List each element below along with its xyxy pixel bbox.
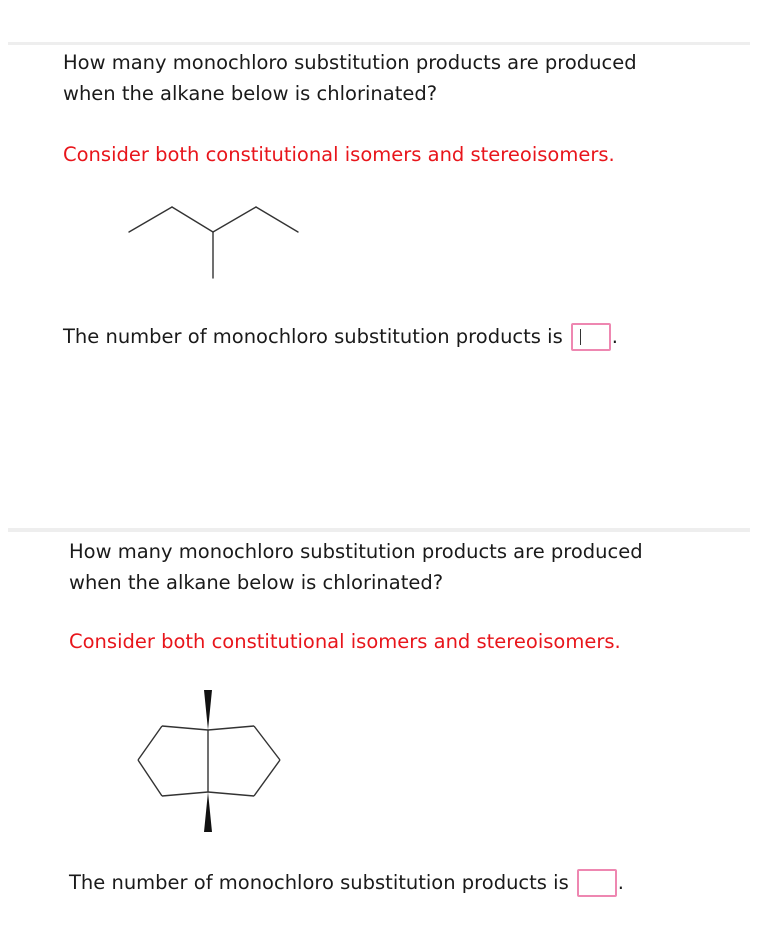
- bond: [162, 726, 208, 730]
- section-divider-top: [8, 42, 750, 45]
- question-2-answer-label: The number of monochloro substitution products is: [69, 871, 569, 894]
- bond: [172, 207, 213, 232]
- question-1-answer-label: The number of monochloro substitution products is: [63, 325, 563, 348]
- question-2-answer-input[interactable]: [577, 869, 617, 897]
- bond: [138, 726, 162, 760]
- bond: [208, 726, 254, 730]
- bond: [208, 792, 254, 796]
- bond: [254, 760, 280, 796]
- text-caret: [580, 329, 582, 345]
- wedge-bond-bottom: [204, 792, 212, 832]
- section-divider-middle: [8, 528, 750, 532]
- question-1-prompt-line1: How many monochloro substitution products are produced: [63, 51, 637, 74]
- wedge-bond-top: [204, 690, 212, 730]
- question-2-prompt-line2: when the alkane below is chlorinated?: [69, 571, 444, 594]
- question-1-answer-period: .: [611, 325, 618, 348]
- bond: [138, 760, 162, 796]
- bond: [162, 792, 208, 796]
- question-1-answer-input[interactable]: [571, 323, 611, 351]
- bond: [129, 207, 172, 232]
- question-2-structure: [130, 688, 290, 838]
- question-2-prompt-line1: How many monochloro substitution products are produced: [69, 540, 643, 563]
- bond: [256, 207, 298, 232]
- bond: [213, 207, 256, 232]
- question-1-structure: [120, 195, 320, 285]
- question-1-prompt-line2: when the alkane below is chlorinated?: [63, 82, 438, 105]
- bond: [254, 726, 280, 760]
- question-1-hint: Consider both constitutional isomers and stereoisomers.: [63, 143, 615, 166]
- question-2-hint: Consider both constitutional isomers and stereoisomers.: [69, 630, 621, 653]
- question-2-answer-row: [69, 868, 624, 898]
- question-1-answer-row: [63, 322, 618, 352]
- question-2-answer-period: .: [617, 871, 624, 894]
